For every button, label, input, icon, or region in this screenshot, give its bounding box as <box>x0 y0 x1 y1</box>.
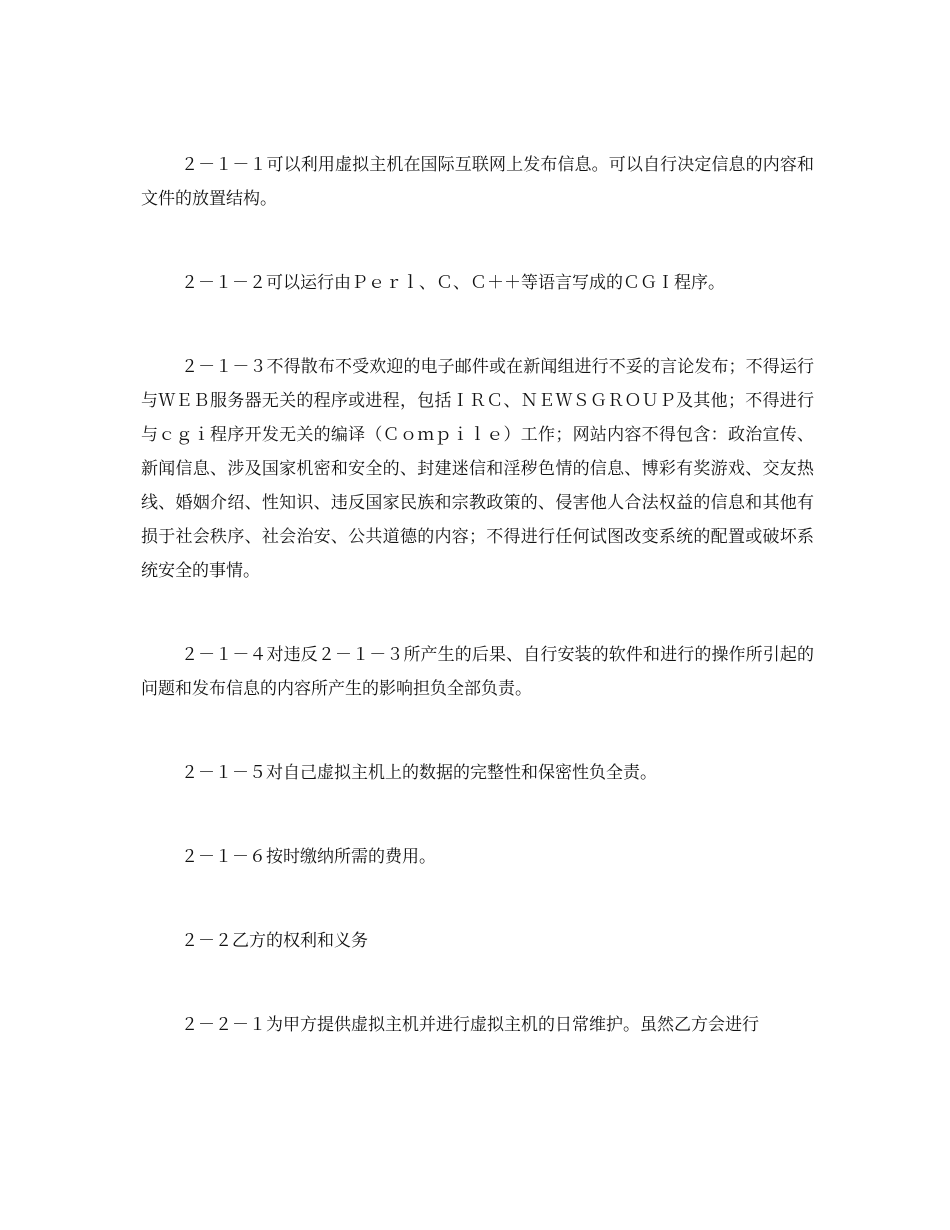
paragraph-2-1-6: ２－１－６按时缴纳所需的费用。 <box>181 847 436 867</box>
paragraph-2-1-2: ２－１－２可以运行由Ｐｅｒｌ、Ｃ、Ｃ＋＋等语言写成的ＣＧＩ程序。 <box>181 273 725 293</box>
paragraph-2-1-3: ２－１－３不得散布不受欢迎的电子邮件或在新闻组进行不妥的言论发布；不得运行与ＷＥＢ服务器无关的程序或进程，包括ＩＲＣ、ＮＥＷＳＧＲＯＵＰ及其他；不得进行与ｃｇｉ程序开发无关的编译（Ｃｏｍｐｉｌｅ）工作；网站内容不得包含：政治宣传、新闻信息、涉及国家机密和安全的、封建迷信和淫秽色情的信息、博彩有奖游戏、交友热线、婚姻介绍、性知识、违反国家民族和宗教政策的、侵害他人合法权益的信息和其他有损于社会秩序、社会治安、公共道德的内容；不得进行任何试图改变系统的配置或破坏系统安全的事情。 <box>141 357 814 581</box>
paragraph-2-1-5: ２－１－５对自己虚拟主机上的数据的完整性和保密性负全责。 <box>181 763 657 783</box>
paragraph-2-1-1: ２－１－１可以利用虚拟主机在国际互联网上发布信息。可以自行决定信息的内容和文件的放置结构。 <box>141 155 814 209</box>
paragraph-2-1-4: ２－１－４对违反２－１－３所产生的后果、自行安装的软件和进行的操作所引起的问题和发布信息的内容所产生的影响担负全部负责。 <box>141 645 814 699</box>
section-heading-2-2: ２－２乙方的权利和义务 <box>181 931 368 951</box>
paragraph-2-2-1: ２－２－１为甲方提供虚拟主机并进行虚拟主机的日常维护。虽然乙方会进行 <box>181 1015 759 1035</box>
